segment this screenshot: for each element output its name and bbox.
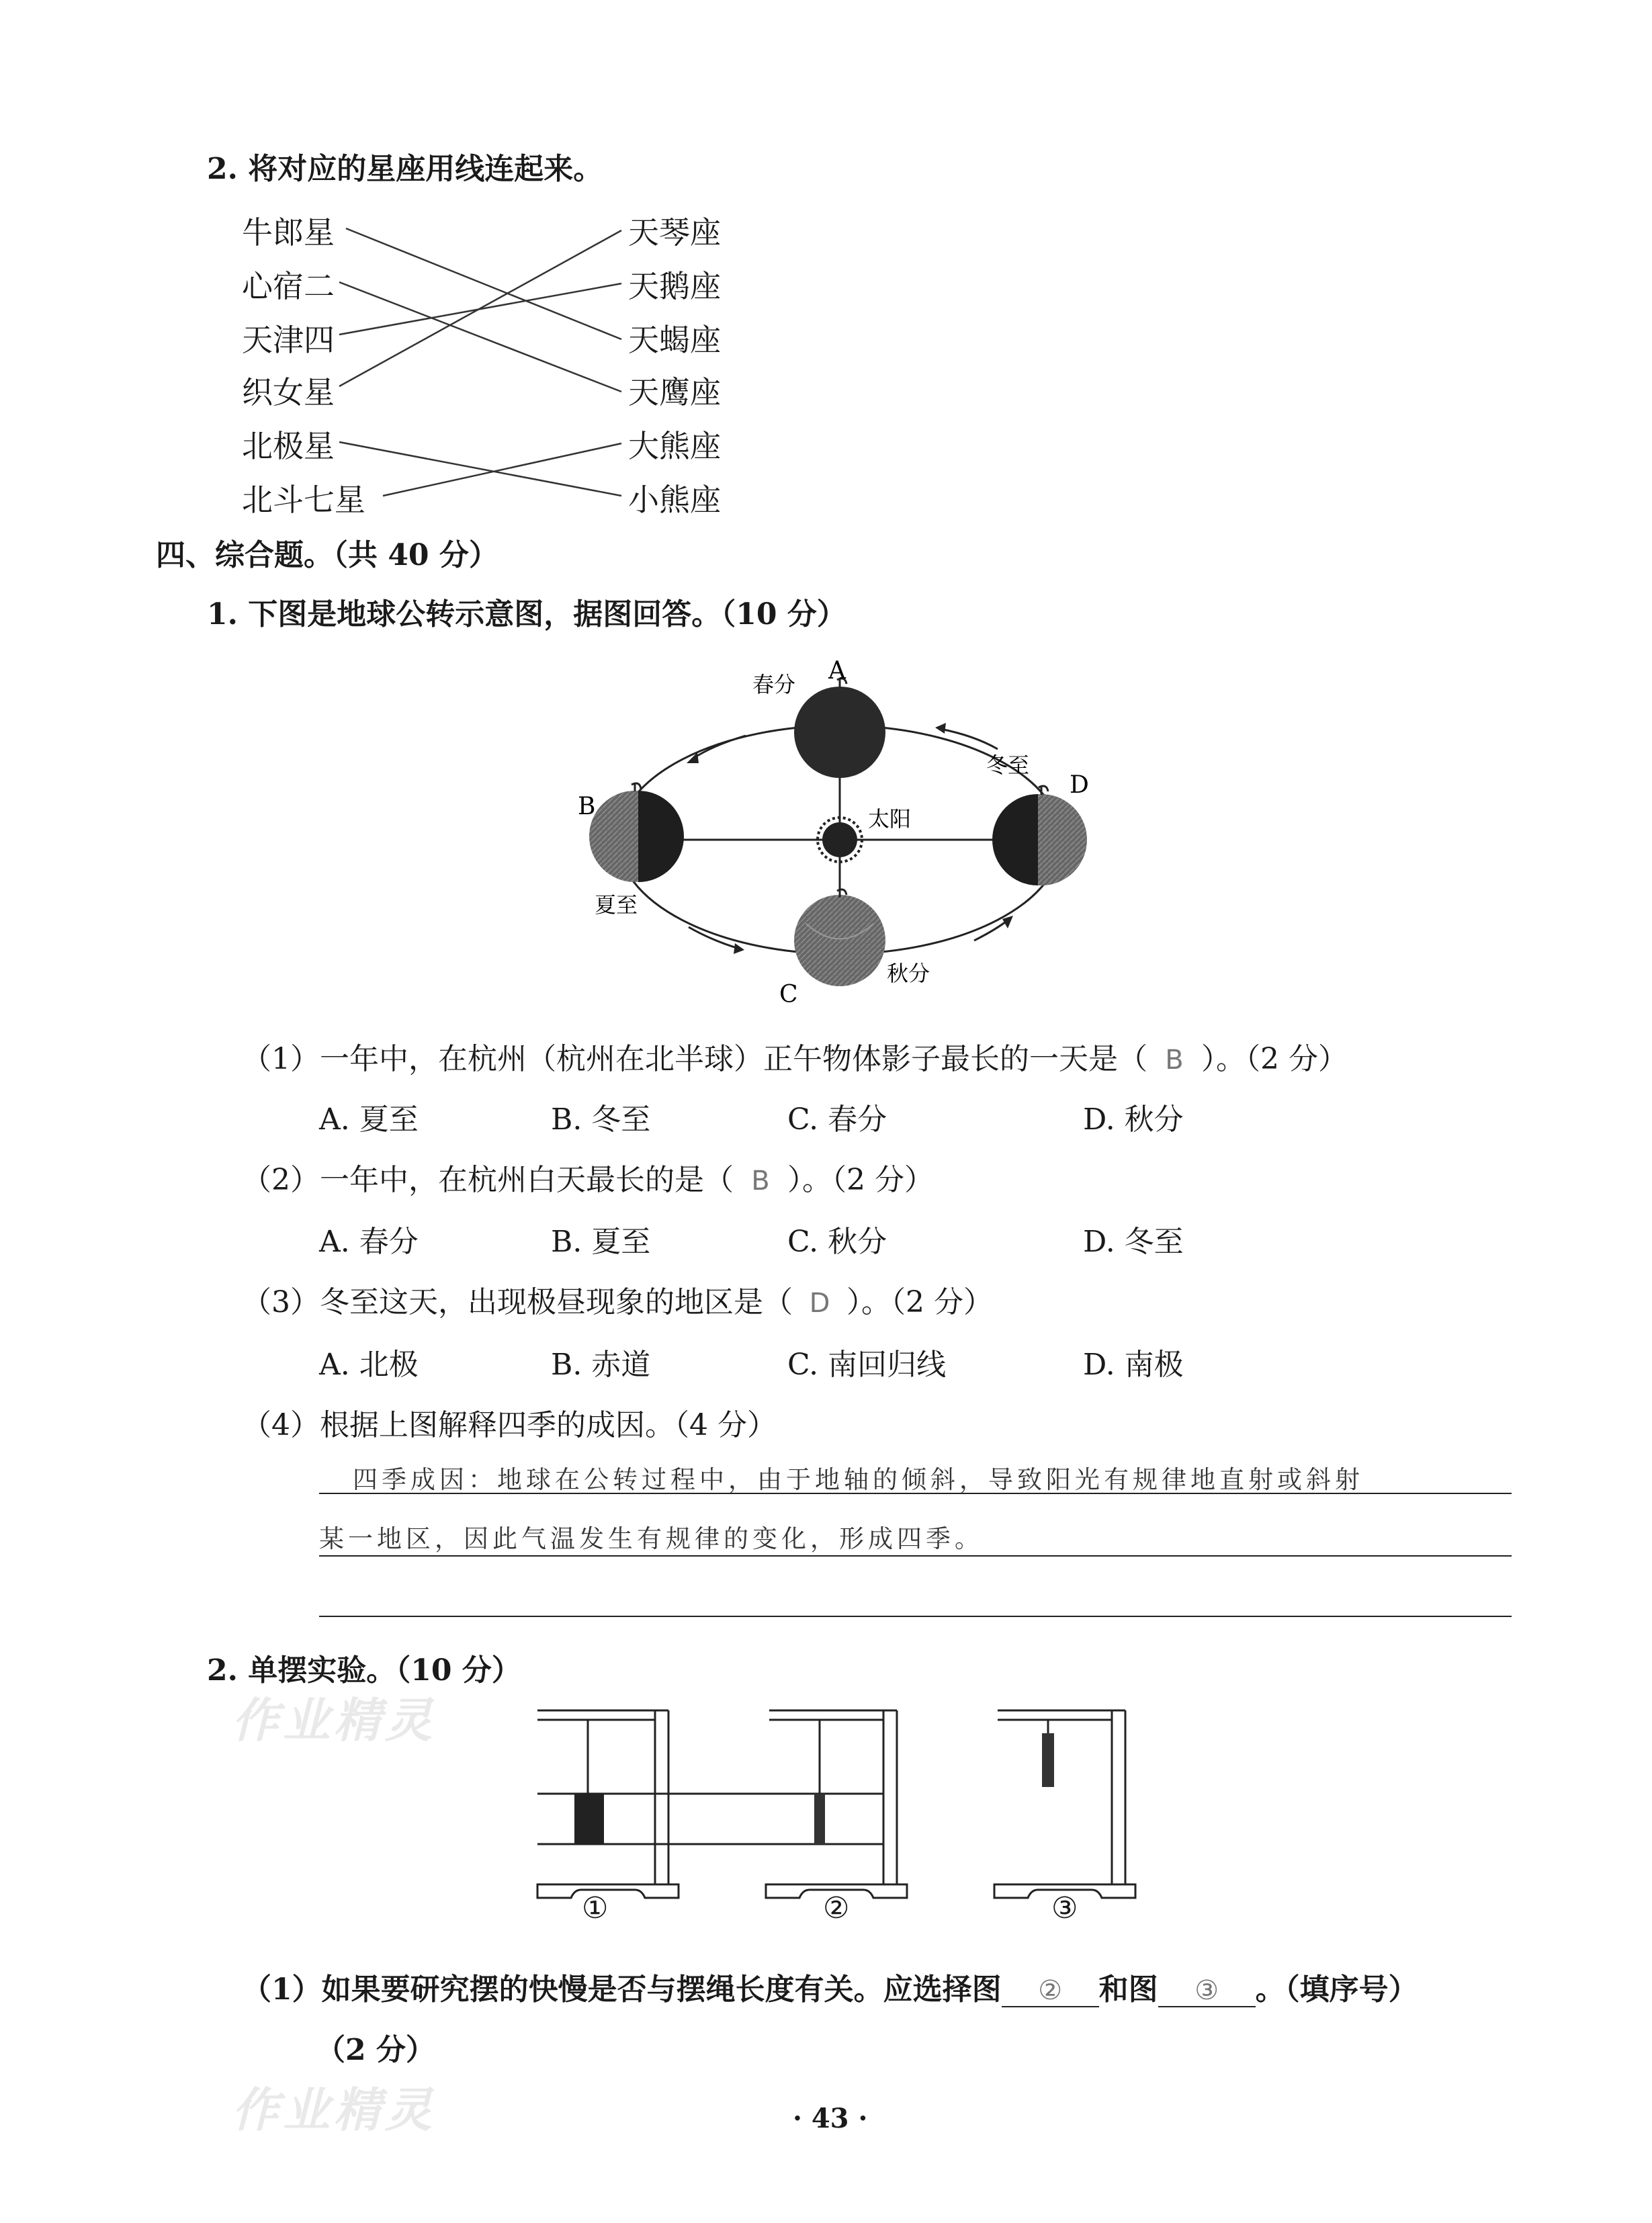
earth-c (794, 889, 885, 986)
figure-label-3: ③ (1051, 1891, 1078, 1925)
q1-sub3-answer: D (809, 1288, 830, 1319)
q2-sub1-score: （2 分） (316, 2033, 435, 2067)
star-left-5: 北极星 (242, 428, 335, 464)
q1-sub3-option-d: D. 南极 (1083, 1348, 1184, 1382)
match-line-4 (339, 230, 621, 386)
figure-label-2: ② (823, 1891, 850, 1925)
q1-sub2-suffix: ）。（2 分） (787, 1163, 934, 1197)
label-spring: 春分 (752, 672, 796, 697)
q1-sub2-option-b: B. 夏至 (551, 1225, 651, 1259)
label-c: C (779, 981, 798, 1008)
q2-sub1-blank2: ③ (1158, 1975, 1256, 2007)
earth-b (589, 783, 684, 882)
q1-sub1-prefix: （1）一年中，在杭州（杭州在北半球）正午物体影子最长的一天是（ (242, 1042, 1147, 1076)
q2-sub1-prefix: （1）如果要研究摆的快慢是否与摆绳长度有关。应选择图 (242, 1972, 1002, 2007)
q1-sub2-option-d: D. 冬至 (1083, 1225, 1184, 1259)
answer-rule-1 (319, 1493, 1512, 1494)
constellation-right-2: 天鹅座 (628, 268, 721, 304)
page-number: · 43 · (793, 2103, 868, 2134)
label-summer: 夏至 (595, 892, 638, 918)
constellation-right-4: 天鹰座 (628, 374, 721, 410)
q2-sub1-mid: 和图 (1098, 1972, 1158, 2007)
q2-title: 2. 单摆实验。（10 分） (207, 1653, 521, 1688)
q1-title: 1. 下图是地球公转示意图，据图回答。（10 分） (207, 597, 846, 631)
pendulum-bob-1 (574, 1794, 604, 1844)
q1-sub1-answer: B (1165, 1045, 1184, 1076)
q1-sub3 (242, 1278, 993, 1321)
q1-sub3-option-a: A. 北极 (319, 1348, 419, 1382)
q1-sub1 (242, 1035, 1348, 1078)
label-b: B (578, 793, 596, 820)
match-line-2 (339, 282, 621, 392)
pendulum-bob-3 (1042, 1733, 1054, 1787)
label-a: A (828, 658, 846, 685)
figure-label-1: ① (582, 1891, 609, 1925)
q1-sub1-option-c: C. 春分 (787, 1102, 887, 1137)
pendulum-stand-1 (537, 1710, 679, 1898)
star-left-1: 牛郎星 (242, 214, 335, 251)
match-line-5 (339, 442, 621, 496)
q2-sub1-suffix: 。（填序号） (1255, 1972, 1418, 2007)
q1-sub4-answer-line1: 四季成因：地球在公转过程中，由于地轴的倾斜，导致阳光有规律地直射或斜射 (353, 1465, 1364, 1494)
section2-title: 2. 将对应的星座用线连起来。 (207, 152, 603, 186)
q2-sub1-blank1: ② (1002, 1975, 1099, 2007)
q1-sub2-option-c: C. 秋分 (787, 1225, 887, 1259)
q1-sub2 (242, 1156, 934, 1198)
pendulum-stand-3 (994, 1710, 1135, 1898)
earth-d (992, 786, 1087, 885)
sun (818, 818, 862, 862)
answer-rule-3 (319, 1616, 1512, 1617)
q1-sub1-suffix: ）。（2 分） (1201, 1042, 1348, 1076)
watermark-2: 作业精灵 (232, 2083, 436, 2138)
q1-sub2-option-a: A. 春分 (319, 1225, 419, 1259)
constellation-right-6: 小熊座 (628, 482, 721, 518)
section4-title: 四、综合题。（共 40 分） (156, 538, 498, 572)
star-left-2: 心宿二 (242, 268, 335, 304)
q1-sub3-option-b: B. 赤道 (551, 1348, 651, 1382)
star-left-3: 天津四 (242, 322, 335, 358)
label-winter: 冬至 (986, 752, 1030, 778)
q1-sub3-prefix: （3）冬至这天，出现极昼现象的地区是（ (242, 1285, 793, 1319)
q1-sub3-option-c: C. 南回归线 (787, 1348, 947, 1382)
label-sun: 太阳 (868, 806, 912, 832)
watermark-1: 作业精灵 (232, 1693, 436, 1748)
constellation-right-1: 天琴座 (628, 214, 721, 251)
q1-sub4-question: （4）根据上图解释四季的成因。（4 分） (242, 1408, 777, 1442)
star-left-4: 织女星 (242, 374, 335, 410)
q2-sub1 (242, 1965, 1418, 2008)
constellation-right-3: 天蝎座 (628, 322, 721, 358)
q1-sub4-answer-line2: 某一地区，因此气温发生有规律的变化，形成四季。 (319, 1524, 984, 1553)
label-autumn: 秋分 (887, 961, 930, 986)
q1-sub1-option-d: D. 秋分 (1083, 1102, 1184, 1137)
q1-sub1-option-a: A. 夏至 (319, 1102, 419, 1137)
match-line-6 (383, 443, 621, 496)
earth-orbit-diagram (564, 658, 1102, 1008)
pendulum-bob-2 (814, 1794, 825, 1844)
answer-rule-2 (319, 1555, 1512, 1557)
q1-sub3-suffix: ）。（2 分） (846, 1285, 993, 1319)
earth-a (794, 679, 885, 778)
label-d: D (1070, 771, 1089, 799)
q1-sub1-option-b: B. 冬至 (551, 1102, 651, 1137)
matching-lines (0, 0, 1652, 537)
constellation-right-5: 大熊座 (628, 428, 721, 464)
pendulum-stand-2 (766, 1710, 907, 1898)
q1-sub2-answer: B (751, 1166, 770, 1196)
star-left-6: 北斗七星 (242, 482, 365, 518)
q1-sub2-prefix: （2）一年中，在杭州白天最长的是（ (242, 1163, 734, 1197)
match-line-1 (346, 228, 621, 339)
